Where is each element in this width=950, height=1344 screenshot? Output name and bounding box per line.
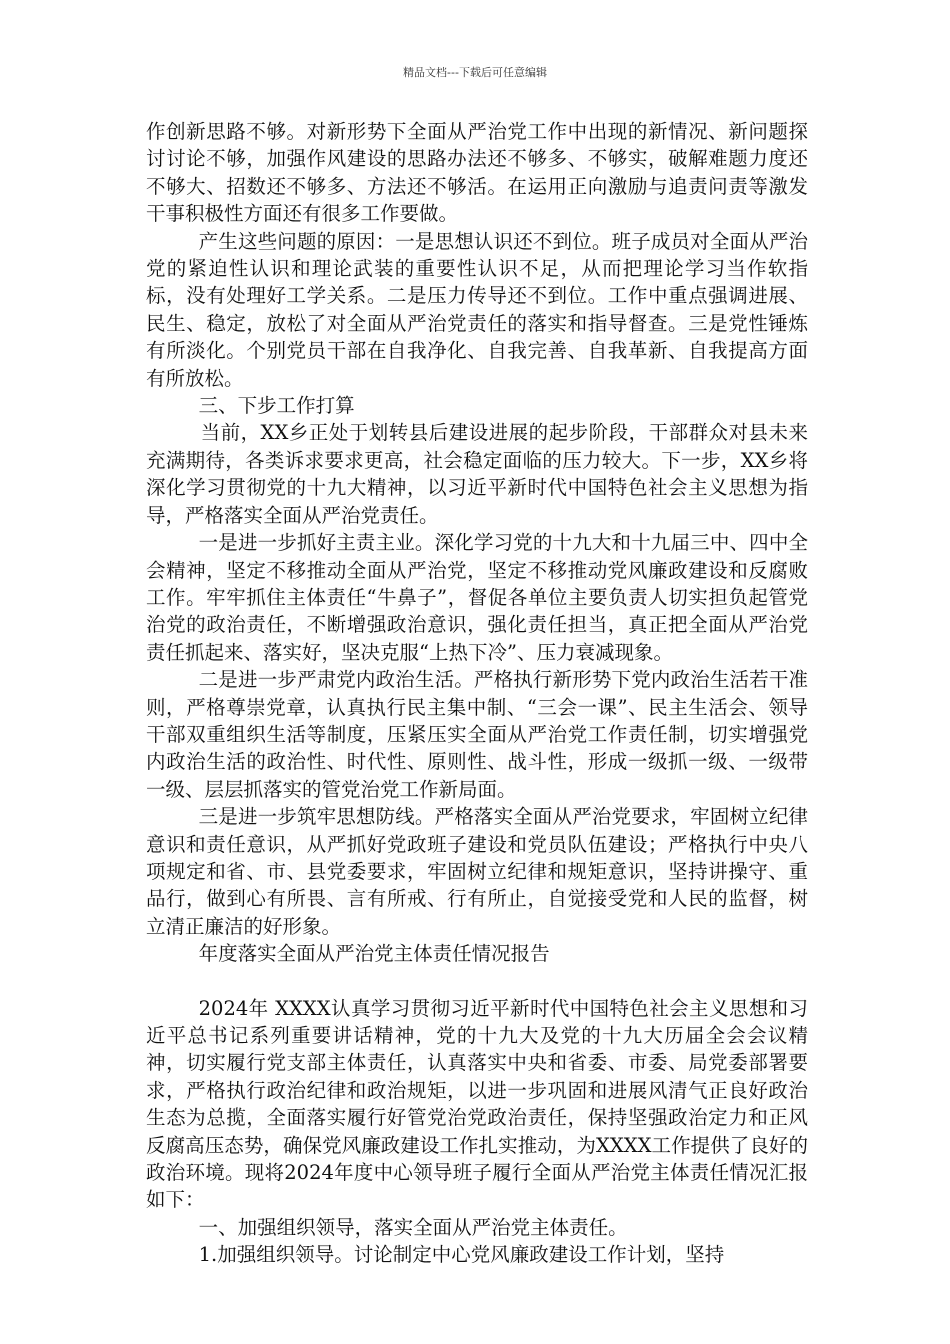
paragraph-causes: 产生这些问题的原因：一是思想认识还不到位。班子成员对全面从严治党的紧迫性认识和理论武装的重要性认识不足，从而把理论学习当作软指标，没有处理好工学关系。二是压力传导还不到位。工作中重点强调进展、民生、稳定，放松了对全面从严治党责任的落实和指导督查。三是党性锤炼有所淡化。个别党员干部在自我净化、自我完善、自我革新、自我提高方面有所放松。 — [146, 229, 808, 390]
paragraph-point-two: 二是进一步严肃党内政治生活。严格执行新形势下党内政治生活若干准则，严格尊崇党章，认真执行民主集中制、“三会一课”、民主生活会、领导干部双重组织生活等制度，压紧压实全面从严治党工作责任制，切实增强党内政治生活的政治性、时代性、原则性、战斗性，形成一级抓一级、一级带一级、层层抓落实的管党治党工作新局面。 — [146, 668, 808, 801]
paragraph-point-three: 三是进一步筑牢思想防线。严格落实全面从严治党要求，牢固树立纪律意识和责任意识，从严抓好党政班子建设和党员队伍建设；严格执行中央八项规定和省、市、县党委要求，牢固树立纪律和规矩意识，坚持讲操守、重品行，做到心有所畏、言有所戒、行有所止，自觉接受党和人民的监督，树立清正廉洁的好形象。 — [146, 805, 808, 938]
paragraph-point-one: 一是进一步抓好主责主业。深化学习党的十九大和十九届三中、四中全会精神，坚定不移推动全面从严治党，坚定不移推动党风廉政建设和反腐败工作。牢牢抓住主体责任“牛鼻子”，督促各单位主要负责人切实担负起管党治党的政治责任，不断增强政治意识，强化责任担当，真正把全面从严治党责任抓起来、落实好，坚决克服“上热下冷”、压力衰减现象。 — [146, 531, 808, 664]
document-body — [146, 118, 808, 1269]
blank-line — [146, 968, 808, 995]
page-header: 精品文档---下载后可任意编辑 — [403, 66, 547, 79]
section-heading-next-steps: 三、下步工作打算 — [198, 394, 355, 418]
paragraph-item-one: 1.加强组织领导。讨论制定中心党风廉政建设工作计划，坚持 — [198, 1243, 725, 1267]
paragraph-current-situation: 当前，XX乡正处于划转县后建设进展的起步阶段，干部群众对县未来充满期待，各类诉求要求更高，社会稳定面临的压力较大。下一步，XX乡将深化学习贯彻党的十九大精神，以习近平新时代中国特色社会主义思想为指导，严格落实全面从严治党责任。 — [146, 421, 808, 527]
paragraph-report-intro: 2024年 XXXX认真学习贯彻习近平新时代中国特色社会主义思想和习近平总书记系列重要讲话精神，党的十九大及党的十九大历届全会会议精神，切实履行党支部主体责任，认真落实中央和省委、市委、局党委部署要求，严格执行政治纪律和政治规矩，以进一步巩固和进展风清气正良好政治生态为总揽，全面落实履行好管党治党政治责任，保持坚强政治定力和正风反腐高压态势，确保党风廉政建设工作扎实推动，为XXXX工作提供了良好的政治环境。现将2024年度中心领导班子履行全面从严治党主体责任情况汇报如下： — [146, 996, 808, 1212]
paragraph-continuation: 作创新思路不够。对新形势下全面从严治党工作中出现的新情况、新问题探讨讨论不够，加强作风建设的思路办法还不够多、不够实，破解难题力度还不够大、招数还不够多、方法还不够活。在运用正向激励与追责问责等激发干事积极性方面还有很多工作要做。 — [146, 120, 808, 226]
report-title: 年度落实全面从严治党主体责任情况报告 — [198, 942, 550, 966]
section-heading-organization: 一、加强组织领导，落实全面从严治党主体责任。 — [198, 1215, 628, 1239]
